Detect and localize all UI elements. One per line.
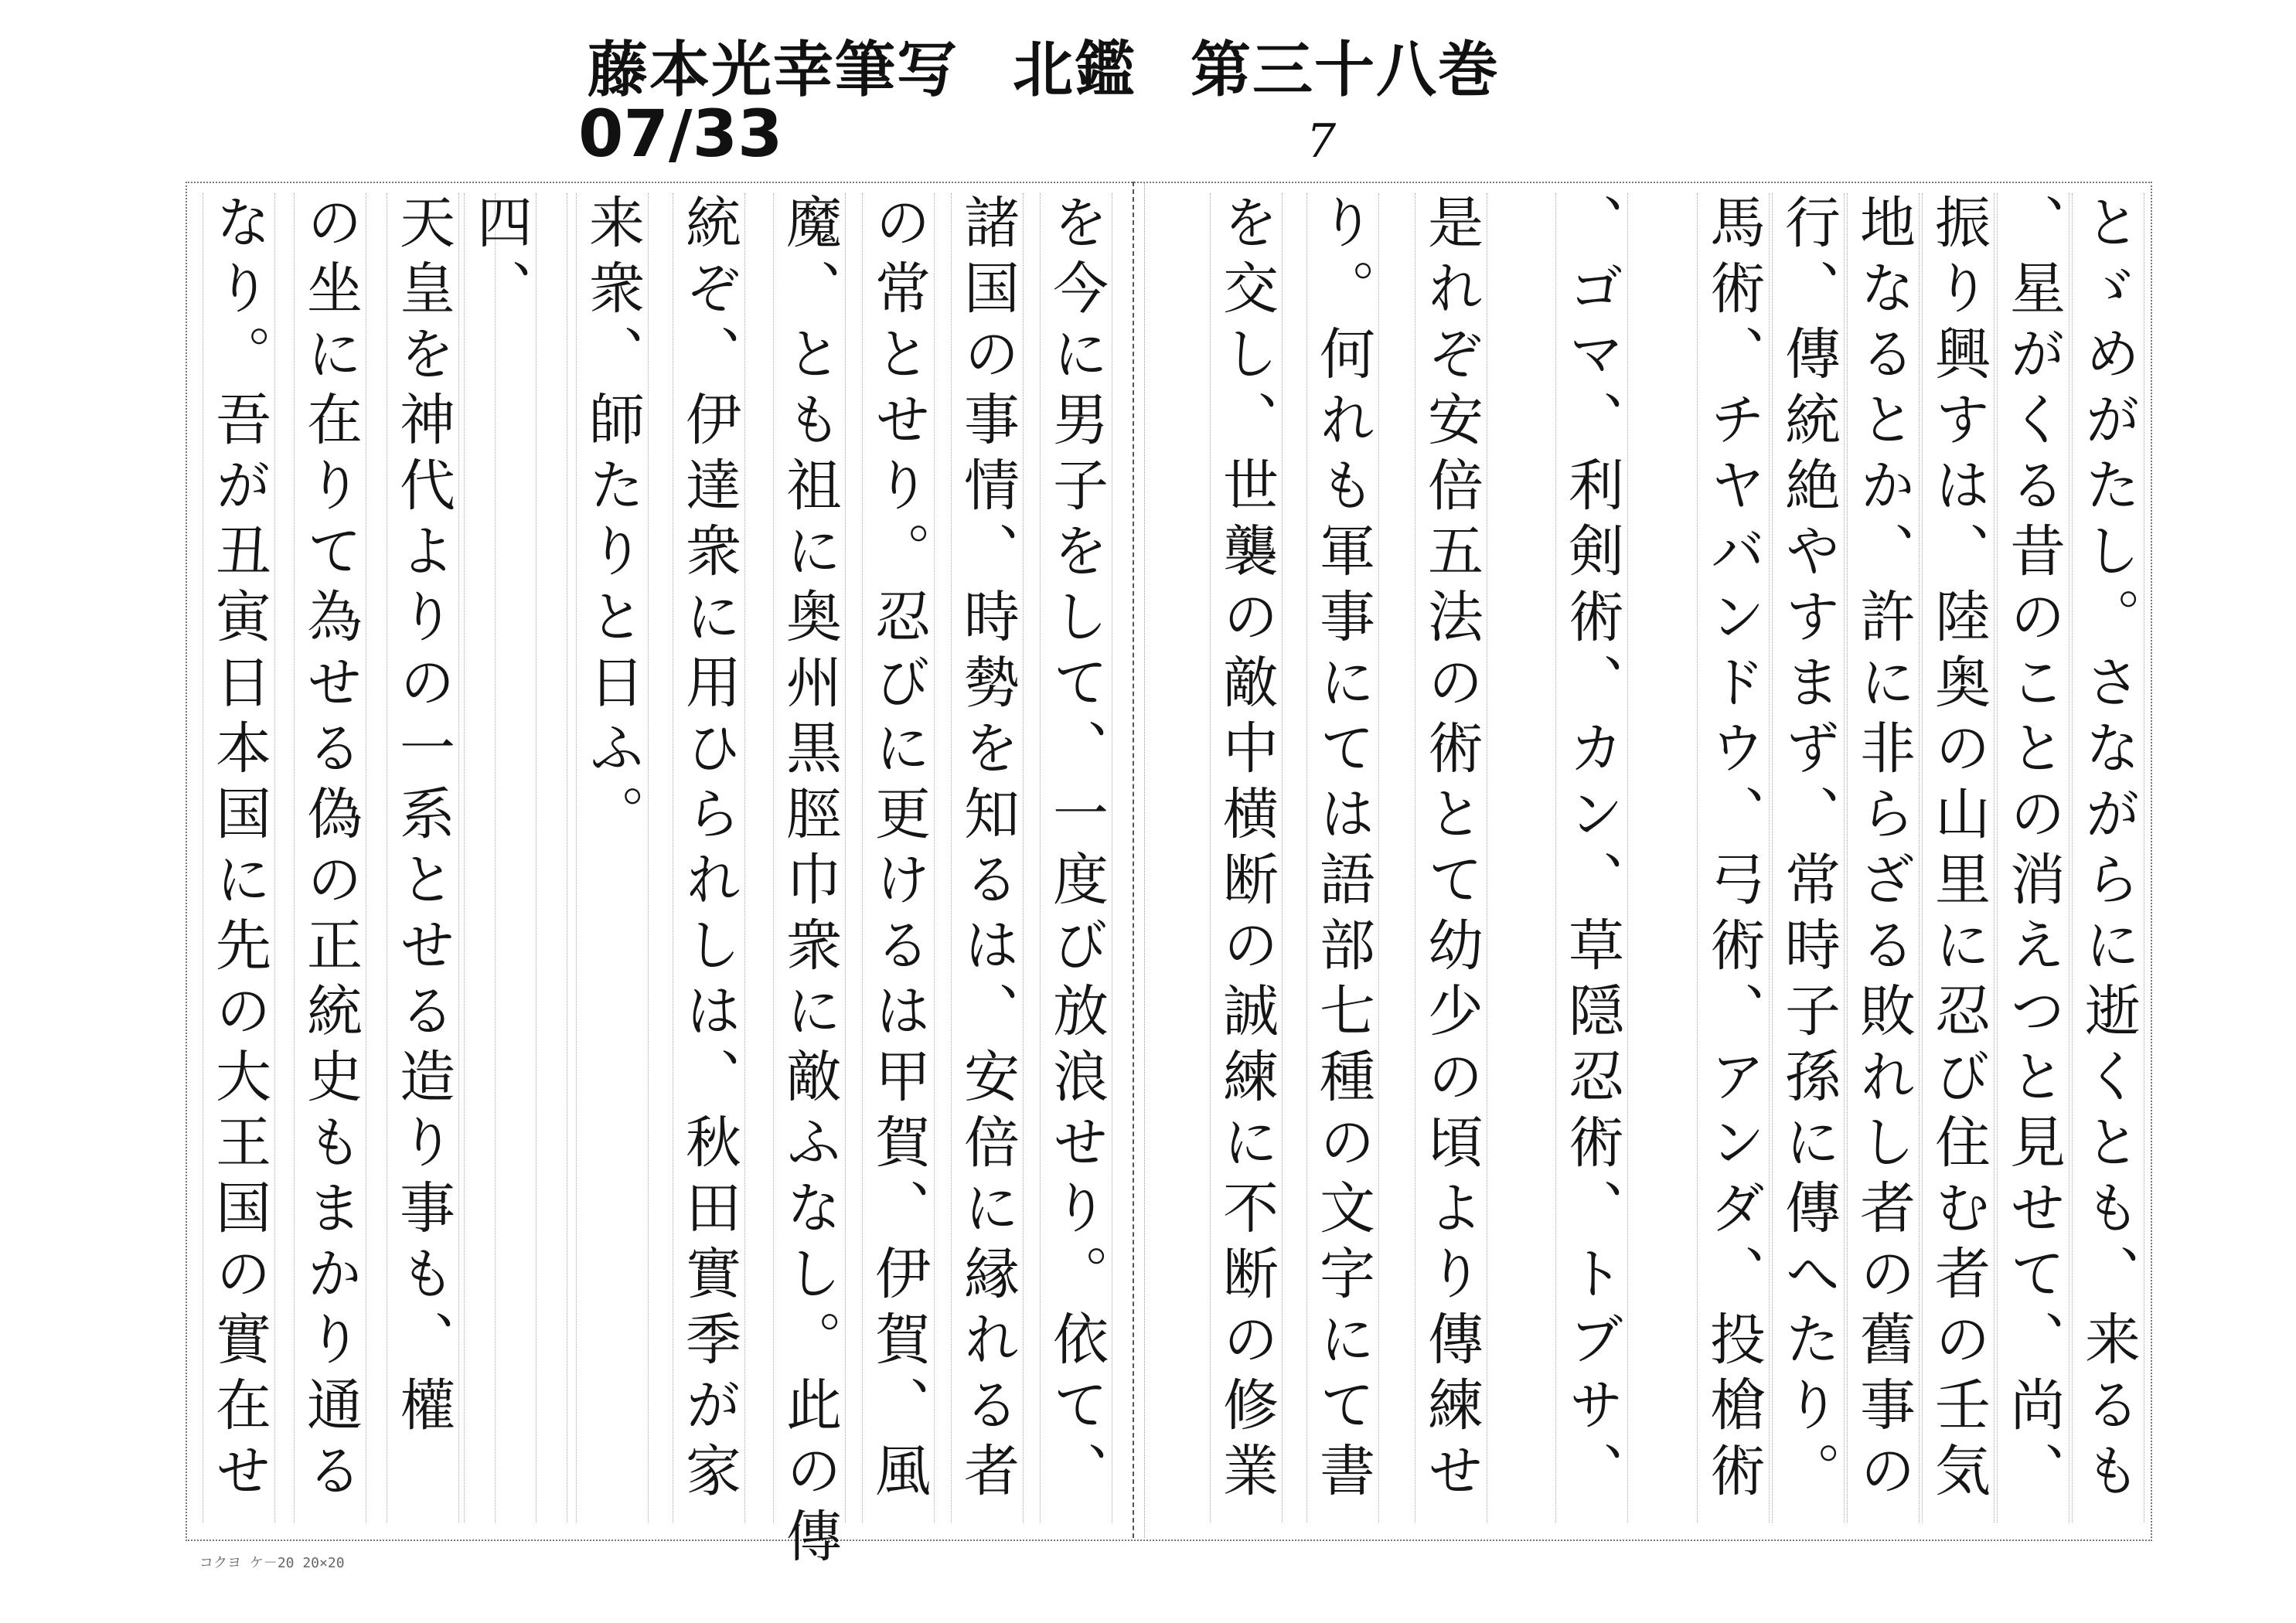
manuscript-column: 統ぞ、伊達衆に用ひられしは、秋田實季が家 (673, 193, 745, 1523)
manuscript-column: 来衆、師たりと日ふ。 (576, 193, 649, 1523)
title-volume: 第三十八巻 (1191, 36, 1501, 105)
title-author: 藤本光幸筆写 (588, 36, 959, 105)
manuscript-column: の坐に在りて為せる偽の正統史もまかり通る (294, 193, 366, 1523)
manuscript-column: 地なるとか、許に非らざる敗れし者の舊事の (1847, 193, 1920, 1523)
manuscript-column: 、星がくる昔のことの消えつと見せて、尚、 (1997, 193, 2069, 1523)
manuscript-column: 行、傳統絶やすまず、常時子孫に傳へたり。 (1772, 193, 1845, 1523)
manuscript-column: 諸国の事情、時勢を知るは、安倍に縁れる者 (951, 193, 1024, 1523)
manuscript-column: の常とせり。忍びに更けるは甲賀、伊賀、風 (862, 193, 935, 1523)
handwritten-page-number: 7 (1306, 114, 1337, 168)
manuscript-column: を交し、世襲の敵中横断の誠練に不断の修業 (1210, 193, 1283, 1523)
title-series: 北鑑 (1013, 36, 1137, 105)
manuscript-column: 魔、とも祖に奥州黒脛巾衆に敵ふなし。此の傳 (773, 193, 846, 1523)
page-fold-divider-inner (1144, 182, 1146, 1538)
paper-brand-label: コクヨ ケ－20 20×20 (199, 1555, 345, 1571)
manuscript-column: 馬術、チヤバンドウ、弓術、アンダ、投槍術 (1697, 193, 1770, 1523)
manuscript-column: とゞめがたし。さながらに逝くとも、来るも (2072, 193, 2144, 1523)
manuscript-column: を今に男子をして、一度び放浪せり。依て、 (1040, 193, 1112, 1523)
manuscript-column: 四、 (464, 193, 537, 1523)
manuscript-column: り。何れも軍事にては語部七種の文字にて書 (1306, 193, 1379, 1523)
manuscript-column: なり。吾が丑寅日本国に先の大王国の實在せ (203, 193, 275, 1523)
page-counter: 07/33 (578, 96, 783, 172)
manuscript-column: 是れぞ安倍五法の術とて幼少の頃より傳練せ (1415, 193, 1487, 1523)
manuscript-column: 振り興すは、陸奥の山里に忍び住む者の壬気 (1922, 193, 1995, 1523)
page-fold-divider (1133, 182, 1136, 1538)
manuscript-column: 、ゴマ、利剣術、カン、草隠忍術、トブサ、 (1555, 193, 1628, 1523)
manuscript-column: 天皇を神代よりの一系とせる造り事も、權 (387, 193, 459, 1523)
